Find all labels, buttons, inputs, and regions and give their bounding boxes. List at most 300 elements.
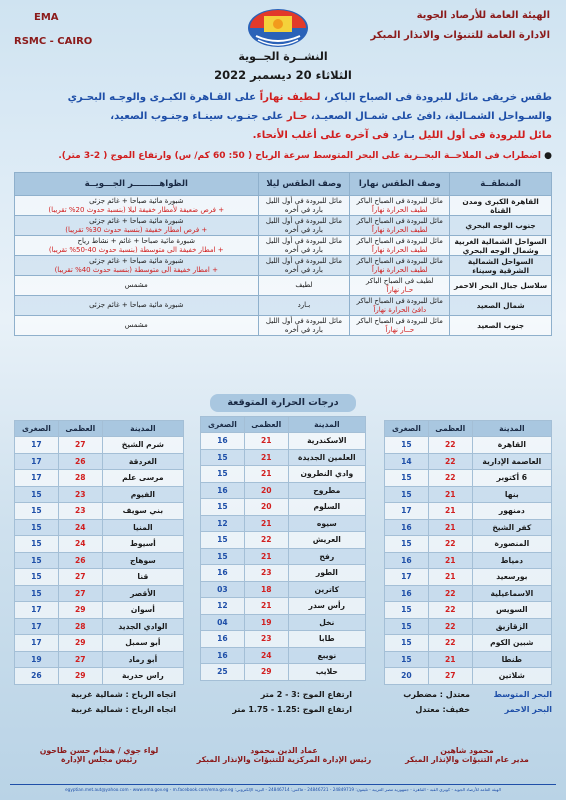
forecast-region-cell: [450, 316, 552, 336]
temps-max-temp-cell: 18: [244, 581, 288, 598]
forecast-region-cell: [450, 216, 552, 236]
temps-city-cell: أسوان: [102, 602, 183, 619]
temps-city-cell: طنطا: [472, 651, 551, 668]
temps-left-city-header: المدينة: [102, 421, 183, 437]
col-region: المنطقــة: [450, 173, 552, 196]
temps-row: [15, 569, 184, 586]
forecast-ph2-text: + فرص امطار خفيفة (بنسبة حدوث 30% تقريبا): [65, 225, 208, 234]
temps-max-temp-cell: 22: [428, 470, 472, 487]
signature-2-name: عماد الدين محمود: [250, 746, 318, 755]
forecast-day2-text: لطيف الحرارة نهاراً: [371, 225, 428, 234]
temps-row: [385, 470, 552, 487]
temps-max-temp-cell: 22: [428, 453, 472, 470]
signature-1-name: محمود شاهين: [440, 746, 494, 755]
temps-min-temp-cell: 15: [385, 618, 429, 635]
temps-max-temp-cell: 21: [244, 433, 288, 450]
temps-left-min-header: الصغرى: [15, 421, 59, 437]
temps-city-cell: الأقصر: [102, 585, 183, 602]
temps-max-temp-cell: 22: [428, 602, 472, 619]
forecast-table: [14, 172, 552, 336]
temps-row: [201, 598, 366, 615]
temps-max-temp-cell: 22: [428, 635, 472, 652]
temps-city-cell: الغردقة: [102, 453, 183, 470]
temps-max-temp-cell: 26: [58, 453, 102, 470]
forecast-ph2-text: + فرص ضعيفة لأمطار خفيفة ليلا (بنسبة حدوث 20% تقريبا): [48, 205, 225, 214]
temps-min-temp-cell: 15: [15, 569, 59, 586]
temps-city-cell: دمياط: [472, 552, 551, 569]
temps-city-cell: كاترين: [288, 581, 365, 598]
temps-city-cell: بنها: [472, 486, 551, 503]
temps-city-cell: شلاتين: [472, 668, 551, 685]
forecast-phenomena-cell: [15, 236, 259, 256]
ema-logo: [244, 6, 312, 50]
temps-city-cell: السويس: [472, 602, 551, 619]
red-sea-state: خفيف: معتدل: [415, 705, 470, 714]
temps-min-temp-cell: 16: [201, 565, 245, 582]
temps-row: [15, 602, 184, 619]
temps-max-temp-cell: 28: [58, 470, 102, 487]
temps-max-temp-cell: 27: [58, 437, 102, 454]
temps-city-cell: شرم الشيخ: [102, 437, 183, 454]
temps-city-cell: الطور: [288, 565, 365, 582]
temps-city-cell: سيوه: [288, 515, 365, 532]
temps-max-temp-cell: 21: [244, 548, 288, 565]
forecast-ph1-text: مشمس: [124, 321, 148, 329]
footer-contact: الهيئة العامة للأرصاد الجوية - كوبري القبة - القاهرة - جمهورية مصر العربية - تليفون: 24849719 - 24846721 - فاكس: 24846714 - البريد الإلكتروني: egyptian.met.aut@yahoo.com - www.ema.gov.eg - m.facebook.com/ema.gov.eg: [10, 784, 556, 792]
temps-row: [385, 585, 552, 602]
temps-max-temp-cell: 21: [428, 519, 472, 536]
forecast-region-cell: [450, 276, 552, 296]
temps-city-cell: وادي النطرون: [288, 466, 365, 483]
forecast-night-text: مائل للبرودة في أول الليل بارد في أخره: [265, 216, 342, 234]
forecast-ph1-text: شبورة مائية صباحا + غائم + نشاط رياح: [77, 236, 195, 245]
temps-row: [15, 453, 184, 470]
forecast-night-cell: [258, 236, 350, 256]
temps-city-cell: رأس سدر: [288, 598, 365, 615]
temps-max-temp-cell: 21: [244, 449, 288, 466]
forecast-row: [15, 296, 552, 316]
forecast-night-cell: [258, 296, 350, 316]
temps-city-cell: سوهاج: [102, 552, 183, 569]
temps-row: [15, 437, 184, 454]
signature-1-title: مدير عام التنبؤات والإنذار المبكر: [405, 755, 529, 764]
forecast-day-cell: [350, 296, 450, 316]
temps-row: [201, 581, 366, 598]
forecast-ph2-text: + امطار خفيفة الى متوسطة (بنسبة حدوث 40% تقريبا): [54, 265, 218, 274]
temps-min-temp-cell: 15: [201, 499, 245, 516]
temps-right-min-header: الصغرى: [385, 421, 429, 437]
temps-row: [15, 552, 184, 569]
temps-min-temp-cell: 16: [201, 433, 245, 450]
temps-max-temp-cell: 21: [244, 598, 288, 615]
temps-max-temp-cell: 23: [58, 503, 102, 520]
temps-min-temp-cell: 25: [201, 664, 245, 681]
forecast-ph1-text: مشمس: [124, 281, 148, 289]
signature-2: [196, 746, 372, 764]
temps-right-city-header: المدينة: [472, 421, 551, 437]
forecast-region-text: جنوب الوجه البحري: [465, 221, 536, 230]
forecast-night-text: مائل للبرودة في أول الليل بارد في أخره: [265, 316, 342, 334]
forecast-row: [15, 236, 552, 256]
temps-max-temp-cell: 29: [58, 602, 102, 619]
temps-city-cell: طابا: [288, 631, 365, 648]
temps-max-temp-cell: 21: [428, 569, 472, 586]
temps-row: [15, 486, 184, 503]
forecast-day-cell: [350, 216, 450, 236]
temps-min-temp-cell: 15: [15, 486, 59, 503]
temps-city-cell: المنيا: [102, 519, 183, 536]
temps-city-cell: نويبع: [288, 647, 365, 664]
forecast-phenomena-cell: [15, 316, 259, 336]
temps-max-temp-cell: 21: [428, 651, 472, 668]
temps-max-temp-cell: 21: [428, 503, 472, 520]
bulletin-title: النشــرة الجــوية: [238, 50, 328, 63]
temps-city-cell: الوادي الجديد: [102, 618, 183, 635]
temps-max-temp-cell: 27: [428, 668, 472, 685]
forecast-day2-text: دافئ الحرارة نهاراً: [373, 305, 427, 314]
temps-max-temp-cell: 23: [58, 486, 102, 503]
forecast-night-text: بـارد: [297, 301, 311, 309]
ema-label: EMA: [34, 12, 59, 23]
temps-middle-min-header: الصغرى: [201, 417, 245, 433]
red-sea-label: البحر الاحمر: [504, 705, 552, 714]
forecast-region-text: السواحل الشمالية الغربية وشمال الوجه البحري: [454, 236, 547, 255]
temps-city-cell: مرسى علم: [102, 470, 183, 487]
temps-city-cell: أبو سمبل: [102, 635, 183, 652]
forecast-day-cell: [350, 256, 450, 276]
temps-max-temp-cell: 29: [58, 668, 102, 685]
temps-min-temp-cell: 04: [201, 614, 245, 631]
forecast-day2-text: حــار نهاراً: [385, 325, 415, 334]
temps-max-temp-cell: 24: [58, 519, 102, 536]
temps-min-temp-cell: 17: [15, 635, 59, 652]
temps-min-temp-cell: 15: [15, 552, 59, 569]
temps-min-temp-cell: 20: [385, 668, 429, 685]
forecast-night-cell: [258, 316, 350, 336]
temps-max-temp-cell: 22: [428, 585, 472, 602]
temps-max-temp-cell: 22: [428, 536, 472, 553]
temps-row: [201, 466, 366, 483]
temps-row: [201, 532, 366, 549]
temps-max-temp-cell: 23: [244, 565, 288, 582]
temps-city-cell: الزقازيق: [472, 618, 551, 635]
temps-max-temp-cell: 27: [58, 569, 102, 586]
temps-min-temp-cell: 15: [385, 635, 429, 652]
signature-3-name: لواء جوي / هشام حسن طاحون: [39, 746, 159, 755]
temps-row: [385, 618, 552, 635]
org-department: الادارة العامة للتنبؤات والانذار المبكر: [370, 30, 550, 41]
temps-right-max-header: العظمى: [428, 421, 472, 437]
temps-title: درجات الحرارة المتوقعة: [210, 394, 356, 412]
temps-city-cell: السلوم: [288, 499, 365, 516]
temps-row: [385, 552, 552, 569]
forecast-day2-text: لطيف الحرارة نهاراً: [371, 205, 428, 214]
temps-max-temp-cell: 26: [58, 552, 102, 569]
temps-min-temp-cell: 17: [15, 453, 59, 470]
temps-row: [15, 635, 184, 652]
org-name: الهيئة العامة للأرصاد الجوية: [416, 10, 550, 21]
forecast-region-text: سلاسل جبال البحر الاحمر: [454, 281, 548, 290]
temps-max-temp-cell: 19: [244, 614, 288, 631]
temps-row: [385, 437, 552, 454]
temps-city-cell: مطروح: [288, 482, 365, 499]
marine-status: [14, 690, 552, 720]
forecast-night-text: مائل للبرودة في أول الليل بارد في أخره: [265, 256, 342, 274]
forecast-ph1-text: شبورة مائية صباحا + غائم جزئى: [89, 301, 184, 309]
temps-row: [385, 536, 552, 553]
forecast-day1-text: مائل للبرودة فى الصباح الباكر: [356, 236, 443, 245]
temps-city-cell: حلايب: [288, 664, 365, 681]
temps-min-temp-cell: 17: [385, 569, 429, 586]
temps-min-temp-cell: 15: [385, 486, 429, 503]
forecast-day-cell: [350, 196, 450, 216]
temps-min-temp-cell: 16: [201, 647, 245, 664]
temps-row: [201, 482, 366, 499]
temps-min-temp-cell: 15: [15, 536, 59, 553]
forecast-night-cell: [258, 276, 350, 296]
temps-row: [201, 647, 366, 664]
temps-max-temp-cell: 20: [244, 499, 288, 516]
temps-min-temp-cell: 17: [385, 503, 429, 520]
temps-max-temp-cell: 21: [244, 466, 288, 483]
forecast-night-cell: [258, 216, 350, 236]
temps-middle-city-header: المدينة: [288, 417, 365, 433]
forecast-night-text: لطيف: [295, 281, 313, 289]
forecast-day2-text: لطيف الحرارة نهاراً: [371, 265, 428, 274]
forecast-day1-text: مائل للبرودة فى الصباح الباكر: [356, 316, 443, 325]
temps-row: [15, 585, 184, 602]
temps-max-temp-cell: 29: [244, 664, 288, 681]
temps-min-temp-cell: 15: [201, 548, 245, 565]
temps-min-temp-cell: 12: [201, 598, 245, 615]
forecast-phenomena-cell: [15, 276, 259, 296]
temps-city-cell: رفح: [288, 548, 365, 565]
temps-city-cell: 6 أكتوبر: [472, 470, 551, 487]
temps-city-cell: بورسعيد: [472, 569, 551, 586]
temps-min-temp-cell: 16: [385, 519, 429, 536]
temps-min-temp-cell: 12: [201, 515, 245, 532]
temps-max-temp-cell: 24: [58, 536, 102, 553]
forecast-night-text: مائل للبرودة في أول الليل بارد في أخره: [265, 236, 342, 254]
forecast-region-text: القاهرة الكبرى ومدن القناة: [462, 196, 539, 215]
temps-left-max-header: العظمى: [58, 421, 102, 437]
temps-max-temp-cell: 22: [428, 437, 472, 454]
temps-row: [385, 503, 552, 520]
forecast-row: [15, 196, 552, 216]
temps-row: [385, 668, 552, 685]
temps-min-temp-cell: 15: [15, 585, 59, 602]
temps-row: [201, 548, 366, 565]
temps-row: [385, 602, 552, 619]
temps-min-temp-cell: 15: [201, 449, 245, 466]
temps-row: [385, 453, 552, 470]
temps-row: [201, 664, 366, 681]
temps-city-cell: دمنهور: [472, 503, 551, 520]
temps-city-cell: أبو رماد: [102, 651, 183, 668]
temps-max-temp-cell: 21: [244, 515, 288, 532]
temps-max-temp-cell: 24: [244, 647, 288, 664]
temps-row: [15, 536, 184, 553]
temps-row: [201, 515, 366, 532]
temps-min-temp-cell: 17: [15, 618, 59, 635]
forecast-day1-text: مائل للبرودة فى الصباح الباكر: [356, 216, 443, 225]
temps-max-temp-cell: 28: [58, 618, 102, 635]
forecast-row: [15, 276, 552, 296]
temps-row: [15, 668, 184, 685]
temps-row: [385, 635, 552, 652]
bulletin-date: الثلاثاء 20 ديسمبر 2022: [214, 68, 352, 82]
forecast-region-cell: [450, 196, 552, 216]
temps-row: [15, 503, 184, 520]
forecast-row: [15, 256, 552, 276]
forecast-ph1-text: شبورة مائية صباحا + غائم جزئى: [89, 216, 184, 225]
temps-row: [15, 618, 184, 635]
signature-2-title: رئيس الإدارة المركزية للتنبؤات والإنذار المبكر: [196, 755, 372, 764]
temps-min-temp-cell: 15: [201, 532, 245, 549]
forecast-night-cell: [258, 256, 350, 276]
temps-city-cell: العاصمة الإدارية: [472, 453, 551, 470]
temps-city-cell: الاسماعيلية: [472, 585, 551, 602]
temps-middle-max-header: العظمى: [244, 417, 288, 433]
forecast-night-cell: [258, 196, 350, 216]
med-sea-wave: ارتفاع الموج :3 - 2 متر: [260, 690, 352, 699]
temps-table-middle: [200, 416, 366, 681]
temps-max-temp-cell: 27: [58, 651, 102, 668]
temps-max-temp-cell: 21: [428, 486, 472, 503]
forecast-night-text: مائل للبرودة في أول الليل بارد في أخره: [265, 196, 342, 214]
temps-row: [201, 499, 366, 516]
temps-min-temp-cell: 15: [15, 503, 59, 520]
col-night: وصف الطقس ليلا: [258, 173, 350, 196]
temps-min-temp-cell: 17: [15, 602, 59, 619]
temps-min-temp-cell: 15: [385, 470, 429, 487]
temps-row: [201, 565, 366, 582]
temps-min-temp-cell: 14: [385, 453, 429, 470]
forecast-ph2-text: + امطار خفيفة الى متوسطة (بنسبة حدوث 40-50% تقريبا): [48, 245, 224, 254]
forecast-region-text: شمال الصعيد: [476, 301, 525, 310]
temps-row: [15, 519, 184, 536]
forecast-header-row: [15, 173, 552, 196]
forecast-region-text: السواحل الشمالية الشرقية وسيناء: [467, 256, 534, 275]
temps-max-temp-cell: 23: [244, 631, 288, 648]
rsmc-label: RSMC - CAIRO: [14, 36, 93, 47]
forecast-day1-text: مائل للبرودة فى الصباح الباكر: [356, 196, 443, 205]
temps-row: [201, 614, 366, 631]
temps-city-cell: أسيوط: [102, 536, 183, 553]
med-sea-wind: اتجاه الرياح : شمالية غربية: [71, 690, 176, 699]
temps-min-temp-cell: 16: [385, 585, 429, 602]
temps-min-temp-cell: 16: [385, 552, 429, 569]
temps-min-temp-cell: 15: [385, 437, 429, 454]
forecast-ph1-text: شبورة مائية صباحا + غائم جزئى: [89, 196, 184, 205]
temps-city-cell: العريش: [288, 532, 365, 549]
med-sea-label: البحر المتوسط: [493, 690, 552, 699]
temps-row: [385, 569, 552, 586]
temps-city-cell: الاسكندرية: [288, 433, 365, 450]
forecast-phenomena-cell: [15, 256, 259, 276]
temps-min-temp-cell: 15: [385, 602, 429, 619]
forecast-row: [15, 216, 552, 236]
temps-max-temp-cell: 29: [58, 635, 102, 652]
forecast-phenomena-cell: [15, 216, 259, 236]
signature-3-title: رئيس مجلس الإدارة: [61, 755, 137, 764]
temps-min-temp-cell: 15: [385, 651, 429, 668]
temps-city-cell: العلمين الجديدة: [288, 449, 365, 466]
temps-city-cell: بني سويف: [102, 503, 183, 520]
forecast-region-text: جنوب الصعيد: [477, 321, 525, 330]
temps-max-temp-cell: 21: [428, 552, 472, 569]
col-day: وصف الطقس نهارا: [350, 173, 450, 196]
signature-3: [14, 746, 184, 764]
temps-min-temp-cell: 17: [15, 437, 59, 454]
temps-min-temp-cell: 03: [201, 581, 245, 598]
temps-max-temp-cell: 27: [58, 585, 102, 602]
forecast-day-cell: [350, 276, 450, 296]
temps-table-right: [384, 420, 552, 685]
col-phenomena: الظواهـــــــــر الجـــويــة: [15, 173, 259, 196]
forecast-region-cell: [450, 256, 552, 276]
temps-city-cell: شبين الكوم: [472, 635, 551, 652]
temps-min-temp-cell: 16: [201, 482, 245, 499]
temps-min-temp-cell: 19: [15, 651, 59, 668]
temps-max-temp-cell: 20: [244, 482, 288, 499]
forecast-phenomena-cell: [15, 196, 259, 216]
forecast-day1-text: لطيف فى الصباح الباكر: [366, 276, 434, 285]
temps-city-cell: القاهرة: [472, 437, 551, 454]
forecast-day2-text: حـار نهاراً: [386, 285, 414, 294]
forecast-day-cell: [350, 316, 450, 336]
temps-city-cell: كفر الشيخ: [472, 519, 551, 536]
forecast-region-cell: [450, 236, 552, 256]
temps-city-cell: قنا: [102, 569, 183, 586]
temps-row: [385, 651, 552, 668]
temps-city-cell: راس حدربة: [102, 668, 183, 685]
forecast-day-cell: [350, 236, 450, 256]
temps-max-temp-cell: 22: [428, 618, 472, 635]
temps-row: [385, 486, 552, 503]
temps-min-temp-cell: 15: [385, 536, 429, 553]
temps-min-temp-cell: 16: [201, 631, 245, 648]
forecast-region-cell: [450, 296, 552, 316]
temps-table-left: [14, 420, 184, 685]
forecast-day1-text: مائل للبرودة فى الصباح الباكر: [356, 256, 443, 265]
temps-min-temp-cell: 15: [201, 466, 245, 483]
forecast-row: [15, 316, 552, 336]
temps-min-temp-cell: 17: [15, 470, 59, 487]
red-sea-wind: اتجاه الرياح : شمالية غربية: [71, 705, 176, 714]
weather-summary: طقس خريفى مائل للبرودة فى الصباح الباكر، لـطيف نهاراً على القـاهرة الكبـرى والوجـه البحـري والسـواحل الشمـالية، دافئ على شمـال الصعيـد، حـار على جنـوب سينـاء وجنـوب الصعيد، مائل للبرودة فى أول الليل بـارد فى آخره على أغلب الأنحاء.: [67, 92, 552, 141]
forecast-day1-text: مائل للبرودة فى الصباح الباكر: [356, 296, 443, 305]
temps-row: [201, 449, 366, 466]
temps-city-cell: الفيوم: [102, 486, 183, 503]
temps-max-temp-cell: 22: [244, 532, 288, 549]
temps-row: [201, 433, 366, 450]
forecast-phenomena-cell: [15, 296, 259, 316]
signature-1: [382, 746, 552, 764]
temps-city-cell: نخل: [288, 614, 365, 631]
temps-min-temp-cell: 26: [15, 668, 59, 685]
temps-city-cell: المنصورة: [472, 536, 551, 553]
forecast-ph1-text: شبورة مائية صباحا + غائم جزئى: [89, 256, 184, 265]
temps-min-temp-cell: 15: [15, 519, 59, 536]
temps-row: [385, 519, 552, 536]
temps-row: [15, 651, 184, 668]
med-sea-state: معتدل : مضطرب: [403, 690, 470, 699]
temps-row: [15, 470, 184, 487]
red-sea-wave: ارتفاع الموج :1.25 - 1.75 متر: [232, 705, 352, 714]
marine-warning: ● اضطراب فى الملاحــة البحــرية على البحر المتوسط سرعة الرياح ( 50: 60 كم/ س) وارتفاع الموج ( 2-3 متر).: [58, 151, 552, 161]
forecast-day2-text: لطيف الحرارة نهاراً: [371, 245, 428, 254]
